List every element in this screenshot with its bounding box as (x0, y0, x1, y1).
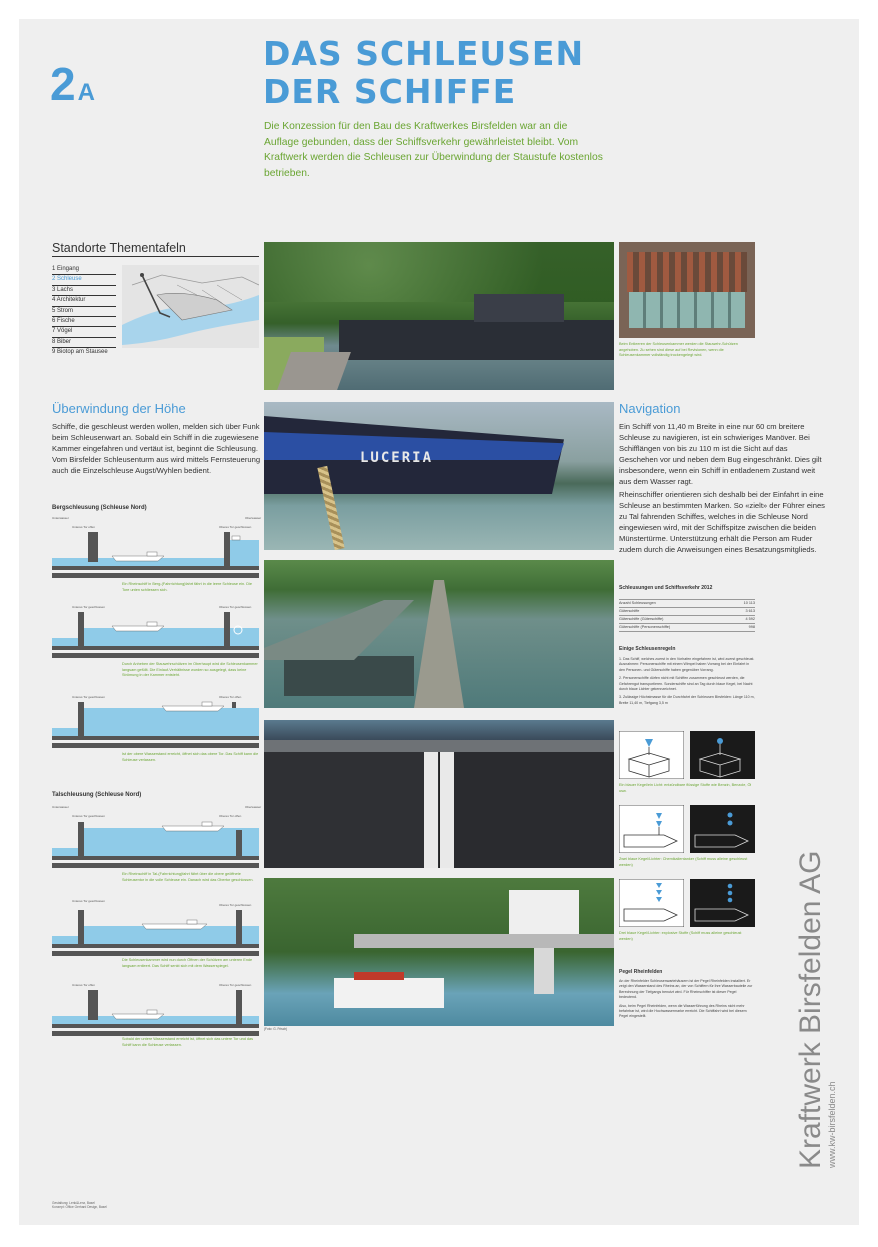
rules-list (619, 657, 755, 706)
uphill-3-caption: Ist der obere Wasserstand erreicht, öffnet sich das obere Tor. Das Schiff kann die Schleuse verlassen. (122, 752, 259, 762)
stats-label: Anzahl Schleusungen (619, 601, 656, 605)
uphill-label-left: Unterwasser (52, 516, 69, 520)
navigation-text-1: Ein Schiff von 11,40 m Breite in eine nur 60 cm breitere Schleuse zu navigieren, ist ein schwieriges Manöver. Bei Schifflängen von bis zu 110 m ist die Sicht auf das Geschehen vor und neben dem Bug eingeschränkt. Dies gilt insbesondere, wenn ein Schiff in entladenem Zustand weit aus dem Wasser ragt. (619, 422, 822, 486)
intro-text: Die Konzession für den Bau des Kraftwerkes Birsfelden war an die Auflage gebunden, dass der Schiffsverkehr gewährleistet bleibt. Vom Kraftwerk werden die Schleusen zur Überwindung der Staustufe kostenlos betrieben. (264, 121, 603, 179)
downhill-3-left-label: Unteres Tor offen (72, 983, 95, 987)
downhill-title: Talschleusung (Schleuse Nord) (52, 792, 142, 798)
uphill-3-right-label: Oberes Tor offen (219, 695, 242, 699)
downhill-2-caption: Die Schleusenkammer wird nun durch Öffnen der Schützen am unteren Ende langsam entleert. Das Schiff senkt sich mit dem Wasserspiegel. (122, 958, 253, 968)
gauge-text-2: Also, beim Pegel Rheinfelden, wenn die Wasserführung des Rheins nicht mehr befahrbar ist, wird die Hochwassermarke erreicht. Die Schiffahrt wird bei diesem Pegel eingestellt. (619, 1003, 747, 1019)
rule-item: 3. Zulässige Höchstmasse für die Durchfahrt der Schleusen Birsfelden: Länge 110 m, Breite 11,40 m, Tiefgang 3,5 m (619, 695, 755, 705)
photo-control-tower (264, 878, 614, 1026)
stats-title: Schleusungen und Schiffsverkehr 2012 (619, 585, 713, 591)
photo-lock-gate-drained (619, 242, 755, 338)
stats-row (619, 608, 755, 616)
uphill-1-left-label: Unteres Tor offen (72, 525, 95, 529)
page-title (263, 35, 584, 111)
gauge-text-1: An der Rheinfelder Schleusenwartehäusern ist der Pegel Rheinfelden installiert. Er zeigt den Wasserstand des Rheins an, der von Schiffern für ihre Wasserbauteile zur Berechnung der Tiefgangs benutzt wird. Für Rheinschiffer ist dieser Pegel bedeutend. (619, 979, 753, 1000)
location-item: 9 Biotop am Stausee (52, 349, 108, 356)
stats-label: Güterschiffe (Personenschiffe) (619, 625, 671, 629)
uphill-diagram-2 (52, 608, 259, 658)
downhill-2-left-label: Unteres Tor geschlossen (72, 899, 105, 903)
gauge-title: Pegel Rheinfelden (619, 969, 663, 975)
locations-rule (52, 256, 259, 257)
uphill-3-left-label: Unteres Tor geschlossen (72, 695, 105, 699)
uphill-label-right: Oberwasser (245, 516, 262, 520)
stats-value: 998 (748, 625, 755, 629)
footer-line2: Konzept: Office Gerhard Design, Basel (52, 1205, 107, 1210)
stats-value: 4 592 (745, 617, 755, 621)
location-item: 2 Schleuse (52, 275, 116, 285)
photo-lock-chamber-aerial (264, 560, 614, 708)
locations-title: Standorte Thementafeln (52, 241, 186, 255)
photo-credit: (Foto: G. Frisch) (264, 1027, 288, 1031)
page-title-line2: DER SCHIFFE (263, 72, 517, 111)
stats-value: 3 613 (745, 609, 755, 613)
gate-photo-caption: Beim Entleeren der Schleusenkammer werden die Stauwehr-Schützen angehoben. Zu sehen sind diese auf bei Revisionen, wenn die Schleusenkammer vollständig trockengelegt wird. (619, 342, 738, 358)
footer-line1: Gestaltung: Lenk&Lenz, Basel (52, 1201, 95, 1205)
location-item: 4 Architektur (52, 296, 116, 306)
panel-number (50, 57, 95, 111)
rule-item: 1. Das Schiff, welches zuerst in den Vorhafen eingefahren ist, wird zuerst geschleust. Ausnahmen: Personenschiffe mit einem Wimpel haben Vorrang bei der Einfahrt in den Personen- und Güterschiffe haben gegenüber Vorrang. (619, 657, 755, 672)
downhill-label-left: Unterwasser (52, 805, 69, 809)
location-item: 8 Biber (52, 338, 116, 348)
stats-table (619, 599, 755, 632)
navigation-title: Navigation (619, 401, 681, 416)
stats-label: Güterschiffe (Güterschiffe) (619, 617, 664, 621)
downhill-1-right-label: Oberes Tor offen (219, 814, 242, 818)
photo-lock-gates-open (264, 720, 614, 868)
cone-diagram-two-night (690, 805, 755, 853)
page-title-line1: DAS SCHLEUSEN (263, 34, 585, 73)
photo-barge-lock (264, 242, 614, 390)
downhill-1-caption: Ein Rheinschiff in Tal-(Fahrrichtung)fahrt fährt über die obere geöffnete Schleusentor in die volle Schleuse ein. Danach wird das Obertor geschlossen. (122, 872, 254, 882)
navigation-text-2: Rheinschiffer orientieren sich deshalb bei der Einfahrt in eine Schleuse an bestimmten Marken. So «zielt» der Führer eines zu Tal fahrenden Schiffes, welches in die Schleuse Nord eingewiesen wird, mit der Schiffspitze zwischen die beiden Münstertürme. Unterstützung erhält die Person am Ruder zudem durch die Anweisungen eines Besatzungsmitglieds. (619, 490, 825, 554)
stats-row (619, 616, 755, 624)
uphill-1-right-label: Oberes Tor geschlossen (219, 525, 252, 529)
downhill-diagram-3 (52, 986, 259, 1036)
uphill-2-caption: Durch Anheben der Stauwehrschützen im Oberhaupt wird die Schleusenkammer langsam gefüllt. Die Einlauf-Verhältnisse wurden so ausgelegt, dass keine Strömung in der Kammer entsteht. (122, 662, 258, 678)
stats-row (619, 600, 755, 608)
location-map (122, 265, 259, 348)
uphill-diagram-1 (52, 528, 259, 578)
gauge-text (619, 979, 755, 1020)
location-item: 3 Lachs (52, 286, 116, 296)
location-item: 6 Fische (52, 317, 116, 327)
cone-diagram-one-night (690, 731, 755, 779)
downhill-diagram-1 (52, 818, 259, 868)
uphill-2-left-label: Unteres Tor geschlossen (72, 605, 105, 609)
cone-diagram-three-day (619, 879, 684, 927)
downhill-1-left-label: Unteres Tor geschlossen (72, 814, 105, 818)
uphill-1-caption: Ein Rheinschiff in Berg-(Fahrrichtung)fahrt fährt in die leere Schleuse ein. Die Tore unten schliessen sich. (122, 582, 252, 592)
poster: 2A DAS SCHLEUSEN DER SCHIFFE Die Konzession für den Bau des Kraftwerkes Birsfelden war an die Auflage gebunden, dass der Schiffsverkehr gewährleistet bleibt. Vom Kraftwerk werden die Schleusen zur Überwindung der Staustufe kostenlos betrieben. Standorte Thementafeln 1 Eingang 2 Schleuse 3 Lachs 4 Architektur 5 Strom 6 Fische 7 Vögel 8 Biber 9 Biotop am Stausee Beim Entleeren der Schleusenkammer werden die Stauwehr-Schützen angehoben. Zu sehen sind diese auf bei Revisionen, wenn die Schleusenkammer vollständig trockengelegt wird. Überwindung der Höhe Schiffe, die geschleust werden wollen, melden sich über Funk beim Schleusenwart an. Sobald ein Schiff in die zugewiesene Kammer eingefahren und vertäut ist, beginnt die Schleusung. Vom Birsfelder Schleusenturm aus wird mittels Fernsteuerung auch die Einzelschleuse Augst/Wyhlen bedient. Bergschleusung (Schleuse Nord) Unterwasser Oberwasser Unteres Tor offen Oberes Tor geschlossen Ein Rheinschiff in Berg-(Fahrrichtung)fahrt fährt in die leere Schleuse ein. Die Tore unten schliessen sich. Unteres Tor geschlossen Oberes Tor geschlossen Schleusenwart im Steuerturm Durch Anheben der Stauwehrschützen im Oberhaupt wird die Schleusenkammer langsam gefüllt. Die Einlauf-Verhältnisse wurden so ausgelegt, dass keine Strömung in der Kammer entsteht. Unteres Tor geschlossen Oberes Tor offen Ist der obere Wasserstand erreicht, öffnet sich das obere Tor. Das Schiff kann die Schleuse verlassen. Talschleusung (Schleuse Nord) Unterwasser Oberwasser Unteres Tor geschlossen Oberes Tor offen Ein Rheinschiff in Tal-(Fahrrichtung)fahrt fährt über die obere geöffnete Schleusentor in die volle Schleuse ein. Danach wird das Obertor geschlossen. Unteres Tor geschlossen Oberes Tor geschlossen Die Schleusenkammer wird nun durch Öffnen der Schützen am unteren Ende langsam entleert. Das Schiff senkt sich mit dem Wasserspiegel. Unteres Tor offen Oberes Tor geschlossen Sobald der untere Wasserstand erreicht ist, öffnet sich das untere Tor und das Schiff kann die Schleuse verlassen. LUCERIA (Foto: G. Frisch) Navigation Ein Schiff von 11,40 m Breite in eine nur 60 cm breitere Schleuse zu navigieren, ist ein schwieriges Manöver. Bei Schifflängen von bis zu 110 m ist die Sicht auf das Geschehen vor und neben dem Bug eingeschränkt. Dies gilt insbesondere, wenn ein Schiff in entladenem Zustand weit aus dem Wasser ragt. Rheinschiffer orientieren sich deshalb bei der Einfahrt in eine Schleuse an bestimmten Marken. So «zielt» der Führer eines zu Tal fahrenden Schiffes, welches in die Schleuse Nord eingewiesen wird, mit der Schiffspitze zwischen die beiden Münstertürme. Unterstützung erhält die Person am Ruder zudem durch die Anweisungen eines Besatzungsmitglieds. Schleusungen und Schiffsverkehr 2012 Anzahl Schleusungen 10 113 Güterschiffe 3 613 Güterschiffe (Güterschiffe) 4 592 Güterschiffe (Personenschiffe) 998 Einige Schleusenregeln 1. Das Schiff, welches zuerst in den Vorhafen eingefahren ist, wird zuerst geschleust. Ausnahmen: Personenschiffe mit einem Wimpel haben Vorrang bei der Einfahrt in den Personen- und Güterschiffe haben gegenüber Vorrang. 2. Personenschiffe dürfen nicht mit Schiffen zusammen geschleust werden, die Gefahrengut transportieren. Sonderschiffe sind an Tag durch blaue Kegel, bei Nacht durch blaue Lichter gekennzeichnet. 3. Zulässige Höchstmasse für die Durchfahrt der Schleusen Birsfelden: Länge 110 m, Breite 11,40 m, Tiefgang 3,5 m Ein blauer Kegel/ein Licht: entzündbare flüssige Stoffe wie Benzin, Benzole, Öl usw. Zwei blaue Kegel/Lichter: Chemikalientanker (Schiff muss alleine geschleust werden) Drei blaue Kegel/Lichter: explosive Stoffe (Schiff muss alleine geschleust werden) Pegel Rheinfelden An der Rheinfelder Schleusenwartehäusern ist der Pegel Rheinfelden installiert. Er zeigt den Wasserstand des Rheins an, der von Schiffern für ihre Wasserbauteile zur Berechnung der Tiefgangs benutzt wird. Für Rheinschiffer ist dieser Pegel bedeutend. Also, beim Pegel Rheinfelden, wenn die Wasserführung des Rheins nicht mehr befahrbar ist, wird die Hochwassermarke erreicht. Die Schiffahrt wird bei diesem Pegel eingestellt. Kraftwerk Birsfelden AG www.kw-birsfelden.ch Gestaltung: Lenk&Lenz, Basel Konzept: Office Gerhard Design, Basel (19, 19, 859, 1225)
downhill-2-right-label: Oberes Tor geschlossen (219, 903, 252, 907)
cone-diagram-one-day (619, 731, 684, 779)
panel-number-letter: A (77, 79, 95, 106)
uphill-title: Bergschleusung (Schleuse Nord) (52, 505, 147, 511)
downhill-3-right-label: Oberes Tor geschlossen (219, 983, 252, 987)
stats-row (619, 624, 755, 632)
uphill-diagram-3 (52, 698, 259, 748)
cone-diagram-two-day (619, 805, 684, 853)
rules-title: Einige Schleusenregeln (619, 646, 676, 652)
location-item: 7 Vögel (52, 327, 116, 337)
location-item: 1 Eingang (52, 265, 116, 275)
cone-3-caption: Drei blaue Kegel/Lichter: explosive Stoffe (Schiff muss alleine geschleust werden) (619, 931, 742, 941)
height-title: Überwindung der Höhe (52, 401, 186, 416)
uphill-2-right-label: Oberes Tor geschlossen (219, 605, 252, 609)
cone-diagram-three-night (690, 879, 755, 927)
location-item: 5 Strom (52, 307, 116, 317)
downhill-label-right: Oberwasser (245, 805, 262, 809)
stats-label: Güterschiffe (619, 609, 640, 613)
cone-2-caption: Zwei blaue Kegel/Lichter: Chemikalientanker (Schiff muss alleine geschleust werden) (619, 857, 748, 867)
panel-number-digit: 2 (50, 58, 76, 110)
stats-value: 10 113 (743, 601, 755, 605)
locations-list (52, 265, 116, 358)
height-text: Schiffe, die geschleust werden wollen, melden sich über Funk beim Schleusenwart an. Sobald ein Schiff in die zugewiesene Kammer eingefahren und vertäut ist, beginnt die Schleusung. Vom Birsfelder Schleusenturm aus wird mittels Fernsteuerung auch die Einzelschleuse Augst/Wyhlen bedient. (52, 422, 261, 475)
uphill-2-extra-label: Schleusenwart im Steuerturm (202, 645, 242, 649)
boat-name: LUCERIA (360, 450, 434, 466)
downhill-diagram-2 (52, 906, 259, 956)
rule-item: 2. Personenschiffe dürfen nicht mit Schiffen zusammen geschleust werden, die Gefahrengut transportieren. Sonderschiffe sind an Tag durch blaue Kegel, bei Nacht durch blaue Lichter gekennzeichnet. (619, 676, 753, 692)
photo-luceria-bow (264, 402, 614, 550)
cone-1-caption: Ein blauer Kegel/ein Licht: entzündbare flüssige Stoffe wie Benzin, Benzole, Öl usw. (619, 783, 752, 793)
footer-credits (52, 1201, 107, 1209)
downhill-3-caption: Sobald der untere Wasserstand erreicht ist, öffnet sich das untere Tor und das Schiff kann die Schleuse verlassen. (122, 1037, 253, 1047)
